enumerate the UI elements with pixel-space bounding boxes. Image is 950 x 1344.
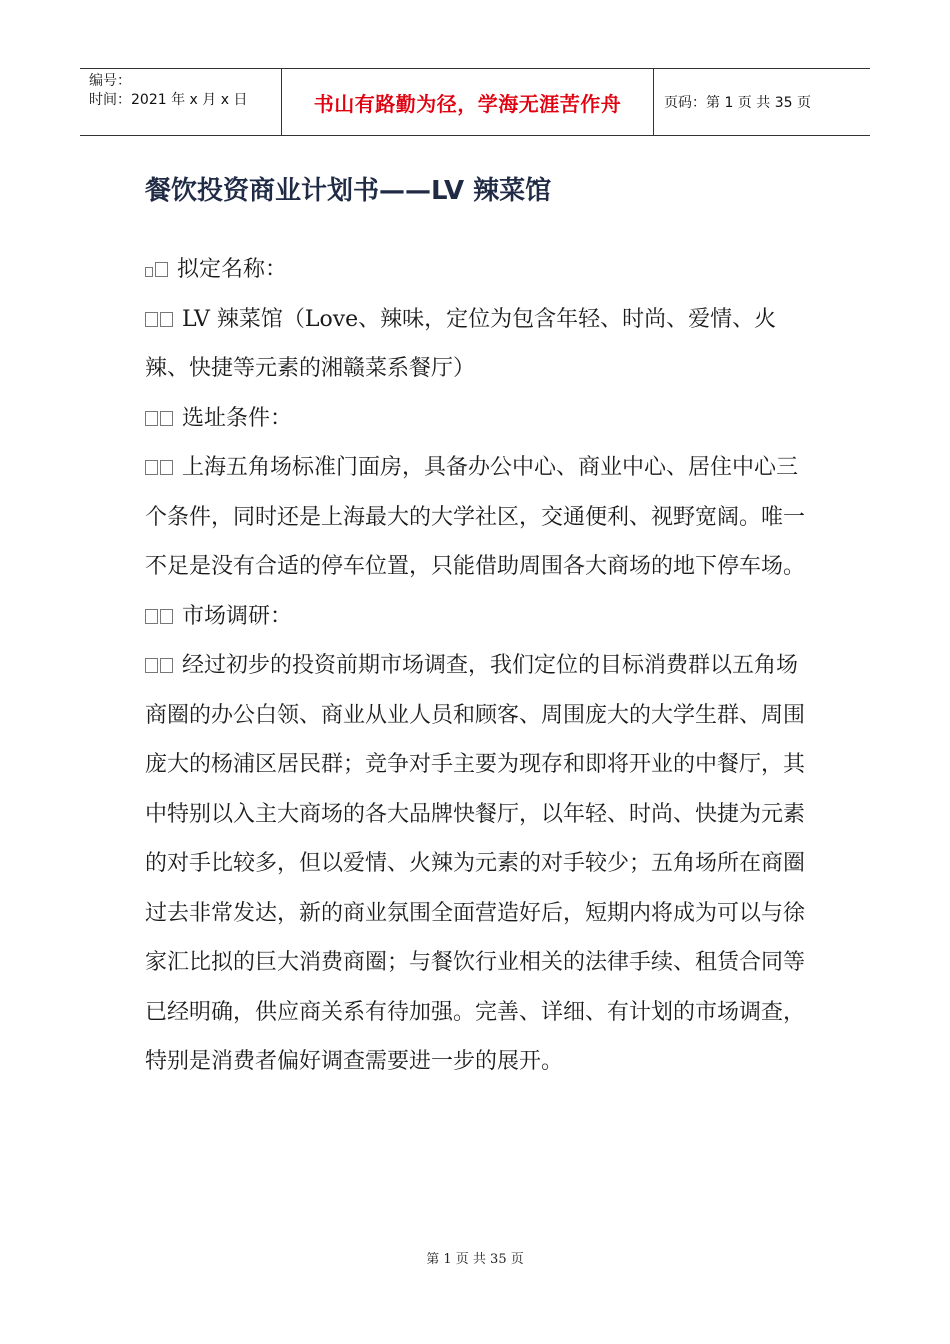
placeholder-glyph-icon [145,411,158,426]
header-motto: 书山有路勤为径，学海无涯苦作舟 [282,69,654,135]
header-page-info: 页码：第 1 页 共 35 页 [664,95,811,111]
placeholder-glyph-icon [160,609,173,624]
placeholder-glyph-icon [145,312,158,327]
paragraph-text: 拟定名称： [177,257,288,282]
paragraph-text: LV 辣菜馆（Love、辣味，定位为包含年轻、时尚、爱情、火辣、快捷等元素的湘赣菜系餐厅） [145,306,777,381]
placeholder-glyph-icon [160,312,173,327]
document-title: 餐饮投资商业计划书——LV 辣菜馆 [145,176,552,206]
paragraph-location-description [145,443,805,592]
placeholder-glyph-icon [145,658,158,673]
document-body [145,245,805,1087]
header-meta [80,69,282,135]
section-heading-research [145,592,805,642]
section-heading-location [145,394,805,444]
paragraph-text: 市场调研： [182,603,293,629]
section-heading-name [145,245,805,295]
placeholder-glyph-icon [145,460,158,475]
paragraph-text: 上海五角场标准门面房，具备办公中心、商业中心、居住中心三个条件，同时还是上海最大的大学社区，交通便利、视野宽阔。唯一不足是没有合适的停车位置，只能借助周围各大商场的地下停车场。 [145,455,806,579]
placeholder-glyph-icon [145,609,158,624]
header-number-label: 编号： [89,73,131,89]
placeholder-glyph-icon [160,658,173,673]
header-time-label: 时间：2021 年 x 月 x 日 [89,92,248,108]
placeholder-glyph-icon [160,460,173,475]
placeholder-glyph-icon [155,262,168,277]
paragraph-text: 选址条件： [182,405,293,431]
document-header [80,68,870,136]
page-footer: 第 1 页 共 35 页 [426,1252,524,1267]
paragraph-name-description [145,295,805,394]
paragraph-text: 经过初步的投资前期市场调查，我们定位的目标消费群以五角场商圈的办公白领、商业从业人员和顾客、周围庞大的大学生群、周围庞大的杨浦区居民群；竞争对手主要为现存和即将开业的中餐厅，其中特别以入主大商场的各大品牌快餐厅，以年轻、时尚、快捷为元素的对手比较多，但以爱情、火辣为元素的对手较少；五角场所在商圈过去非常发达，新的商业氛围全面营造好后，短期内将成为可以与徐家汇比拟的巨大消费商圈；与餐饮行业相关的法律手续、租赁合同等已经明确，供应商关系有待加强。完善、详细、有计划的市场调查，特别是消费者偏好调查需要进一步的展开。 [145,653,806,1074]
placeholder-glyph-icon [160,411,173,426]
paragraph-research-description [145,641,805,1087]
placeholder-glyph-icon [145,267,153,277]
